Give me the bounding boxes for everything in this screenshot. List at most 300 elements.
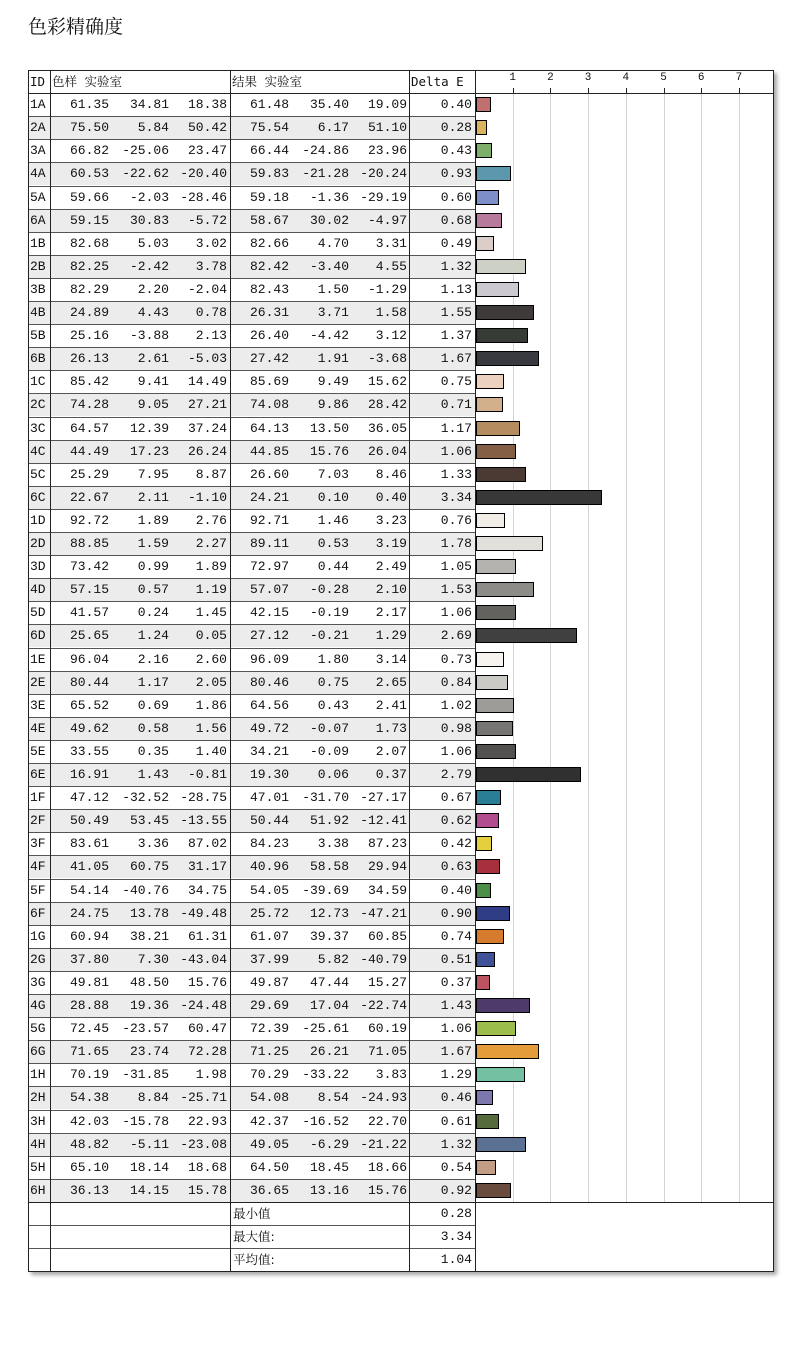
delta-e-value: 0.40 xyxy=(440,882,472,898)
row-divider xyxy=(28,1040,475,1041)
sample-lab-value: 2.60 xyxy=(195,651,227,667)
result-lab-value: -24.86 xyxy=(302,143,349,159)
delta-e-value: 1.02 xyxy=(440,697,472,713)
row-divider xyxy=(28,879,475,880)
sample-lab-value: 12.39 xyxy=(129,420,169,436)
sample-lab-value: 24.89 xyxy=(69,305,109,320)
delta-e-bar xyxy=(476,559,516,574)
row-divider xyxy=(28,578,475,579)
row-id: 2B xyxy=(30,258,46,274)
delta-e-value: 0.40 xyxy=(440,97,472,113)
result-lab-value: 9.86 xyxy=(317,397,349,413)
grid-line xyxy=(626,93,627,1202)
result-lab-value: -47.21 xyxy=(360,905,407,921)
result-lab-value: 50.44 xyxy=(249,813,289,829)
x-tick-label: 3 xyxy=(584,72,592,84)
sample-lab-value: 33.55 xyxy=(69,743,109,759)
result-lab-value: -4.97 xyxy=(367,212,407,228)
result-lab-value: -0.21 xyxy=(309,628,349,644)
grid-line xyxy=(664,93,665,1202)
result-lab-value: 49.87 xyxy=(249,974,289,990)
delta-e-value: 0.28 xyxy=(440,120,472,136)
result-lab-value: 6.17 xyxy=(317,120,349,136)
sample-lab-value: 1.40 xyxy=(195,743,227,759)
column-divider xyxy=(409,70,410,1271)
row-divider xyxy=(28,809,475,810)
result-lab-value: 22.70 xyxy=(367,1113,407,1129)
sample-lab-value: 49.62 xyxy=(69,720,109,736)
sample-lab-value: 1.89 xyxy=(195,559,227,575)
result-lab-value: 29.94 xyxy=(367,859,407,875)
result-lab-value: 71.05 xyxy=(367,1044,407,1060)
result-lab-value: 23.96 xyxy=(367,143,407,159)
row-divider xyxy=(28,1156,475,1157)
row-divider xyxy=(28,116,475,117)
delta-e-bar xyxy=(476,166,511,181)
delta-e-value: 0.92 xyxy=(440,1182,472,1198)
sample-lab-value: 60.53 xyxy=(69,166,109,182)
row-divider xyxy=(28,255,475,256)
result-lab-value: 1.46 xyxy=(317,512,349,528)
delta-e-bar xyxy=(476,975,490,990)
delta-e-value: 1.67 xyxy=(440,351,472,367)
row-divider xyxy=(28,671,475,672)
delta-e-bar xyxy=(476,120,487,135)
sample-lab-value: 4.43 xyxy=(137,305,169,320)
result-lab-value: -40.79 xyxy=(360,951,407,967)
result-lab-value: 17.04 xyxy=(309,998,349,1013)
result-lab-value: -0.07 xyxy=(309,720,349,736)
result-lab-value: 18.66 xyxy=(367,1159,407,1175)
sample-lab-value: 18.14 xyxy=(129,1159,169,1175)
delta-e-value: 1.06 xyxy=(440,443,472,459)
grid-line xyxy=(701,93,702,1202)
row-divider xyxy=(28,324,475,325)
result-lab-value: -29.19 xyxy=(360,189,407,205)
sample-lab-value: 44.49 xyxy=(69,443,109,459)
row-id: 3B xyxy=(30,281,46,297)
delta-e-bar xyxy=(476,1067,525,1082)
row-divider xyxy=(28,1225,475,1226)
delta-e-value: 1.05 xyxy=(440,559,472,575)
sample-lab-value: 2.61 xyxy=(137,351,169,367)
delta-e-bar xyxy=(476,721,513,736)
row-id: 2E xyxy=(30,674,46,690)
result-lab-value: 36.65 xyxy=(249,1182,289,1198)
delta-e-value: 1.17 xyxy=(440,420,472,436)
sample-lab-value: 83.61 xyxy=(69,836,109,852)
sample-lab-value: -5.72 xyxy=(187,212,227,228)
row-divider xyxy=(28,555,475,556)
sample-lab-value: 0.05 xyxy=(195,628,227,644)
sample-lab-value: 1.17 xyxy=(137,674,169,690)
row-id: 5E xyxy=(30,743,46,759)
delta-e-bar xyxy=(476,513,505,528)
sample-lab-value: 2.13 xyxy=(195,328,227,344)
result-lab-value: 15.62 xyxy=(367,374,407,390)
sample-lab-value: 42.03 xyxy=(69,1113,109,1129)
x-tick-label: 4 xyxy=(622,72,630,84)
sample-lab-value: 26.13 xyxy=(69,351,109,367)
result-lab-value: -31.70 xyxy=(302,790,349,806)
delta-e-value: 0.84 xyxy=(440,674,472,690)
delta-e-value: 0.63 xyxy=(440,859,472,875)
row-divider xyxy=(28,1086,475,1087)
row-id: 6G xyxy=(30,1044,46,1060)
result-lab-value: -1.36 xyxy=(309,189,349,205)
row-divider xyxy=(28,162,475,163)
row-divider xyxy=(28,601,475,602)
sample-lab-value: 13.78 xyxy=(129,905,169,921)
result-lab-value: 54.08 xyxy=(249,1090,289,1106)
sample-lab-value: 1.24 xyxy=(137,628,169,644)
result-lab-value: 1.50 xyxy=(317,281,349,297)
sample-lab-value: 25.16 xyxy=(69,328,109,344)
result-lab-value: 85.69 xyxy=(249,374,289,390)
result-lab-value: 26.60 xyxy=(249,466,289,482)
sample-lab-value: 72.45 xyxy=(69,1021,109,1037)
result-lab-value: -3.68 xyxy=(367,351,407,367)
result-lab-value: 59.18 xyxy=(249,189,289,205)
summary-value: 0.28 xyxy=(440,1205,472,1221)
result-lab-value: 19.09 xyxy=(367,97,407,113)
row-divider xyxy=(28,1179,475,1180)
sample-lab-value: -28.75 xyxy=(180,790,227,806)
sample-lab-value: 60.94 xyxy=(69,928,109,944)
result-lab-value: 12.73 xyxy=(309,905,349,921)
row-divider xyxy=(28,786,475,787)
sample-lab-value: 47.12 xyxy=(69,790,109,806)
row-divider xyxy=(28,93,774,94)
row-id: 5F xyxy=(30,882,46,898)
row-id: 6F xyxy=(30,905,46,921)
sample-lab-value: -5.11 xyxy=(129,1136,169,1152)
row-divider xyxy=(28,232,475,233)
column-divider xyxy=(475,70,476,1271)
delta-e-value: 1.33 xyxy=(440,466,472,482)
result-lab-value: 82.43 xyxy=(249,281,289,297)
result-lab-value: 74.08 xyxy=(249,397,289,413)
row-id: 3H xyxy=(30,1113,46,1129)
sample-lab-value: 17.23 xyxy=(129,443,169,459)
delta-e-bar xyxy=(476,698,514,713)
result-lab-value: 3.83 xyxy=(375,1067,407,1083)
result-lab-value: 30.02 xyxy=(309,212,349,228)
sample-lab-value: -32.52 xyxy=(122,790,169,806)
result-lab-value: 87.23 xyxy=(367,836,407,852)
delta-e-value: 0.73 xyxy=(440,651,472,667)
sample-lab-value: 31.17 xyxy=(187,859,227,875)
result-lab-value: 51.10 xyxy=(367,120,407,136)
result-lab-value: 0.40 xyxy=(375,489,407,505)
sample-lab-value: 54.38 xyxy=(69,1090,109,1106)
row-id: 4F xyxy=(30,859,46,875)
row-id: 1D xyxy=(30,512,46,528)
result-lab-value: -39.69 xyxy=(302,882,349,898)
sample-lab-value: -2.03 xyxy=(129,189,169,205)
delta-e-value: 0.49 xyxy=(440,235,472,251)
sample-lab-value: 72.28 xyxy=(187,1044,227,1060)
sample-lab-value: 16.91 xyxy=(69,767,109,782)
row-divider xyxy=(28,1248,475,1249)
row-divider xyxy=(28,347,475,348)
delta-e-value: 0.93 xyxy=(440,166,472,182)
sample-lab-value: 61.35 xyxy=(69,97,109,113)
row-divider xyxy=(28,694,475,695)
sample-lab-value: 57.15 xyxy=(69,582,109,598)
row-id: 3A xyxy=(30,143,46,159)
result-lab-value: 64.56 xyxy=(249,697,289,713)
delta-e-bar xyxy=(476,467,526,482)
sample-lab-value: 8.87 xyxy=(195,466,227,482)
sample-lab-value: 1.86 xyxy=(195,697,227,713)
result-lab-value: 60.19 xyxy=(367,1021,407,1037)
row-id: 1H xyxy=(30,1067,46,1083)
sample-lab-value: 53.45 xyxy=(129,813,169,829)
sample-lab-value: 61.31 xyxy=(187,928,227,944)
header-result: 结果 实验室 xyxy=(232,74,303,89)
result-lab-value: -3.40 xyxy=(309,258,349,274)
sample-lab-value: 48.50 xyxy=(129,974,169,990)
row-divider xyxy=(28,994,475,995)
delta-e-bar xyxy=(476,1183,511,1198)
header-delta: Delta E xyxy=(411,74,464,89)
result-lab-value: 26.04 xyxy=(367,443,407,459)
result-lab-value: 3.71 xyxy=(317,305,349,320)
sample-lab-value: 0.57 xyxy=(137,582,169,598)
delta-e-value: 2.79 xyxy=(440,767,472,782)
delta-e-bar xyxy=(476,1160,496,1175)
delta-e-bar xyxy=(476,421,520,436)
sample-lab-value: 59.15 xyxy=(69,212,109,228)
delta-e-value: 1.32 xyxy=(440,258,472,274)
result-lab-value: 18.45 xyxy=(309,1159,349,1175)
result-lab-value: 29.69 xyxy=(249,998,289,1013)
sample-lab-value: 27.21 xyxy=(187,397,227,413)
sample-lab-value: 0.69 xyxy=(137,697,169,713)
sample-lab-value: 25.65 xyxy=(69,628,109,644)
result-lab-value: 96.09 xyxy=(249,651,289,667)
sample-lab-value: 37.24 xyxy=(187,420,227,436)
delta-e-value: 1.55 xyxy=(440,305,472,320)
x-tick-label: 6 xyxy=(697,72,705,84)
row-divider xyxy=(28,532,475,533)
delta-e-value: 0.42 xyxy=(440,836,472,852)
row-divider xyxy=(28,925,475,926)
row-id: 5G xyxy=(30,1021,46,1037)
result-lab-value: 15.76 xyxy=(309,443,349,459)
result-lab-value: 82.66 xyxy=(249,235,289,251)
delta-e-value: 1.29 xyxy=(440,1067,472,1083)
row-divider xyxy=(28,902,475,903)
result-lab-value: 1.80 xyxy=(317,651,349,667)
result-lab-value: 40.96 xyxy=(249,859,289,875)
delta-e-bar xyxy=(476,883,491,898)
delta-e-bar xyxy=(476,97,491,112)
sample-lab-value: 0.35 xyxy=(137,743,169,759)
sample-lab-value: 19.36 xyxy=(129,998,169,1013)
result-lab-value: 34.59 xyxy=(367,882,407,898)
result-lab-value: 49.72 xyxy=(249,720,289,736)
delta-e-bar xyxy=(476,190,499,205)
row-id: 1C xyxy=(30,374,46,390)
result-lab-value: 42.37 xyxy=(249,1113,289,1129)
delta-e-bar xyxy=(476,374,504,389)
result-lab-value: 82.42 xyxy=(249,258,289,274)
sample-lab-value: -43.04 xyxy=(180,951,227,967)
result-lab-value: 28.42 xyxy=(367,397,407,413)
sample-lab-value: 41.57 xyxy=(69,605,109,621)
delta-e-value: 0.62 xyxy=(440,813,472,829)
sample-lab-value: 71.65 xyxy=(69,1044,109,1060)
row-divider xyxy=(28,440,475,441)
result-lab-value: -0.28 xyxy=(309,582,349,598)
summary-label: 平均值: xyxy=(233,1252,275,1268)
result-lab-value: 0.43 xyxy=(317,697,349,713)
row-divider xyxy=(28,717,475,718)
sample-lab-value: 36.13 xyxy=(69,1182,109,1198)
delta-e-bar xyxy=(476,1021,516,1036)
result-lab-value: 2.07 xyxy=(375,743,407,759)
delta-e-value: 1.37 xyxy=(440,328,472,344)
sample-lab-value: 0.58 xyxy=(137,720,169,736)
delta-e-value: 1.78 xyxy=(440,536,472,551)
sample-lab-value: 22.67 xyxy=(69,489,109,505)
sample-lab-value: 75.50 xyxy=(69,120,109,136)
sample-lab-value: 2.16 xyxy=(137,651,169,667)
summary-value: 1.04 xyxy=(440,1252,472,1268)
delta-e-bar xyxy=(476,305,534,320)
delta-e-value: 0.68 xyxy=(440,212,472,228)
row-id: 2A xyxy=(30,120,46,136)
delta-e-bar xyxy=(476,536,543,551)
grid-line xyxy=(550,93,551,1202)
sample-lab-value: 50.42 xyxy=(187,120,227,136)
result-lab-value: -33.22 xyxy=(302,1067,349,1083)
delta-e-bar xyxy=(476,1137,526,1152)
row-id: 5C xyxy=(30,466,46,482)
sample-lab-value: 23.47 xyxy=(187,143,227,159)
delta-e-value: 0.54 xyxy=(440,1159,472,1175)
row-id: 5B xyxy=(30,328,46,344)
sample-lab-value: 92.72 xyxy=(69,512,109,528)
sample-lab-value: 49.81 xyxy=(69,974,109,990)
result-lab-value: 36.05 xyxy=(367,420,407,436)
delta-e-bar xyxy=(476,582,534,597)
row-id: 1E xyxy=(30,651,46,667)
summary-value: 3.34 xyxy=(440,1229,472,1244)
sample-lab-value: -22.62 xyxy=(122,166,169,182)
row-divider xyxy=(28,648,475,649)
result-lab-value: 58.67 xyxy=(249,212,289,228)
row-id: 3E xyxy=(30,697,46,713)
column-divider xyxy=(773,70,774,1271)
delta-e-value: 1.13 xyxy=(440,281,472,297)
result-lab-value: 64.13 xyxy=(249,420,289,436)
sample-lab-value: 5.03 xyxy=(137,235,169,251)
row-id: 2H xyxy=(30,1090,46,1106)
row-divider xyxy=(28,971,475,972)
row-id: 4E xyxy=(30,720,46,736)
result-lab-value: 8.54 xyxy=(317,1090,349,1106)
sample-lab-value: 1.43 xyxy=(137,767,169,782)
delta-e-bar xyxy=(476,143,492,158)
result-lab-value: 25.72 xyxy=(249,905,289,921)
sample-lab-value: 37.80 xyxy=(69,951,109,967)
row-id: 2D xyxy=(30,536,46,551)
grid-line xyxy=(739,93,740,1202)
result-lab-value: 27.12 xyxy=(249,628,289,644)
result-lab-value: 51.92 xyxy=(309,813,349,829)
sample-lab-value: 54.14 xyxy=(69,882,109,898)
sample-lab-value: 85.42 xyxy=(69,374,109,390)
result-lab-value: 61.48 xyxy=(249,97,289,113)
sample-lab-value: 15.78 xyxy=(187,1182,227,1198)
sample-lab-value: -23.57 xyxy=(122,1021,169,1037)
sample-lab-value: 82.25 xyxy=(69,258,109,274)
row-divider xyxy=(28,70,774,71)
sample-lab-value: -2.04 xyxy=(187,281,227,297)
row-divider xyxy=(28,370,475,371)
row-divider xyxy=(28,1063,475,1064)
delta-e-bar xyxy=(476,998,530,1013)
result-lab-value: 0.06 xyxy=(317,767,349,782)
result-lab-value: 15.76 xyxy=(367,1182,407,1198)
sample-lab-value: 60.47 xyxy=(187,1021,227,1037)
delta-e-value: 1.06 xyxy=(440,605,472,621)
sample-lab-value: 8.84 xyxy=(137,1090,169,1106)
row-divider xyxy=(28,624,475,625)
result-lab-value: 72.97 xyxy=(249,559,289,575)
result-lab-value: 24.21 xyxy=(249,489,289,505)
delta-e-value: 1.06 xyxy=(440,1021,472,1037)
row-divider xyxy=(28,463,475,464)
delta-e-value: 0.37 xyxy=(440,974,472,990)
sample-lab-value: 24.75 xyxy=(69,905,109,921)
sample-lab-value: -31.85 xyxy=(122,1067,169,1083)
result-lab-value: -16.52 xyxy=(302,1113,349,1129)
result-lab-value: 57.07 xyxy=(249,582,289,598)
row-id: 5H xyxy=(30,1159,46,1175)
x-tick-label: 2 xyxy=(547,72,554,84)
result-lab-value: 0.53 xyxy=(317,536,349,551)
sample-lab-value: 80.44 xyxy=(69,674,109,690)
sample-lab-value: 60.75 xyxy=(129,859,169,875)
row-divider xyxy=(28,855,475,856)
result-lab-value: 37.99 xyxy=(249,951,289,967)
sample-lab-value: 2.20 xyxy=(137,281,169,297)
result-lab-value: 66.44 xyxy=(249,143,289,159)
sample-lab-value: -15.78 xyxy=(122,1113,169,1129)
delta-e-value: 1.32 xyxy=(440,1136,472,1152)
page-title: 色彩精确度 xyxy=(28,16,124,38)
sample-lab-value: 25.29 xyxy=(69,466,109,482)
sample-lab-value: 70.19 xyxy=(69,1067,109,1083)
row-id: 4A xyxy=(30,166,46,182)
result-lab-value: 1.73 xyxy=(375,720,407,736)
sample-lab-value: 34.81 xyxy=(129,97,169,113)
result-lab-value: 3.23 xyxy=(375,512,407,528)
grid-line xyxy=(588,93,589,1202)
sample-lab-value: 0.24 xyxy=(137,605,169,621)
result-lab-value: -12.41 xyxy=(360,813,407,829)
result-lab-value: -27.17 xyxy=(360,790,407,806)
delta-e-bar xyxy=(476,836,492,851)
row-id: 5D xyxy=(30,605,46,621)
delta-e-bar xyxy=(476,282,519,297)
row-id: 5A xyxy=(30,189,46,205)
result-lab-value: -21.22 xyxy=(360,1136,407,1152)
